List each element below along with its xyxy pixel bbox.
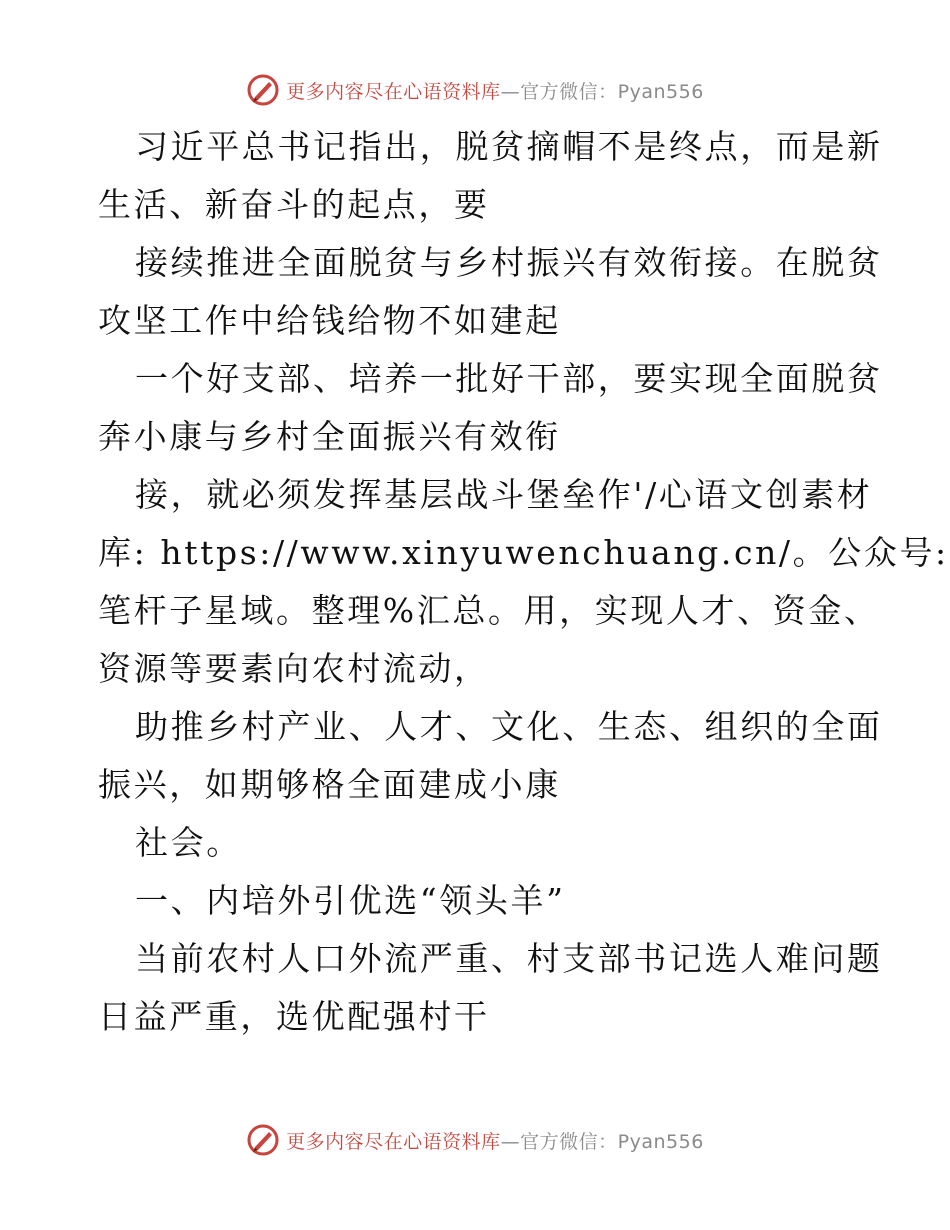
body-line: 资源等要素向农村流动， <box>98 649 490 688</box>
body-line: 习近平总书记指出，脱贫摘帽不是终点，而是新 <box>135 127 883 166</box>
watermark-text <box>286 77 704 104</box>
header-watermark <box>0 70 950 110</box>
body-line: 接，就必须发挥基层战斗堡垒作'/心语文创素材 <box>135 475 873 514</box>
body-line: 生活、新奋斗的起点，要 <box>98 185 490 224</box>
footer-watermark <box>0 1120 950 1160</box>
document-body <box>98 118 949 1046</box>
watermark-brand: 更多内容尽在心语资料库 <box>286 80 501 103</box>
body-line: 助推乡村产业、人才、文化、生态、组织的全面 <box>135 707 883 746</box>
body-line: 奔小康与乡村全面振兴有效衔 <box>98 417 561 456</box>
body-line: 库: https://www.xinyuwenchuang.cn/。公众号: <box>98 533 949 572</box>
watermark-suffix: —官方微信：Pyan556 <box>500 1130 704 1153</box>
body-line: 一个好支部、培养一批好干部，要实现全面脱贫 <box>135 359 883 398</box>
watermark-brand: 更多内容尽在心语资料库 <box>286 1130 501 1153</box>
body-line: 社会。 <box>135 823 242 862</box>
pen-logo-icon <box>246 73 280 107</box>
body-line: 笔杆子星域。整理%汇总。用，实现人才、资金、 <box>98 591 880 630</box>
watermark-suffix: —官方微信：Pyan556 <box>500 80 704 103</box>
section-heading: 一、内培外引优选“领头羊” <box>135 881 566 920</box>
body-line: 振兴，如期够格全面建成小康 <box>98 765 561 804</box>
pen-logo-icon <box>246 1123 280 1157</box>
body-line: 当前农村人口外流严重、村支部书记选人难问题 <box>135 939 883 978</box>
watermark-text <box>286 1127 704 1154</box>
body-line: 攻坚工作中给钱给物不如建起 <box>98 301 561 340</box>
body-line: 接续推进全面脱贫与乡村振兴有效衔接。在脱贫 <box>135 243 883 282</box>
body-line: 日益严重，选优配强村干 <box>98 997 490 1036</box>
